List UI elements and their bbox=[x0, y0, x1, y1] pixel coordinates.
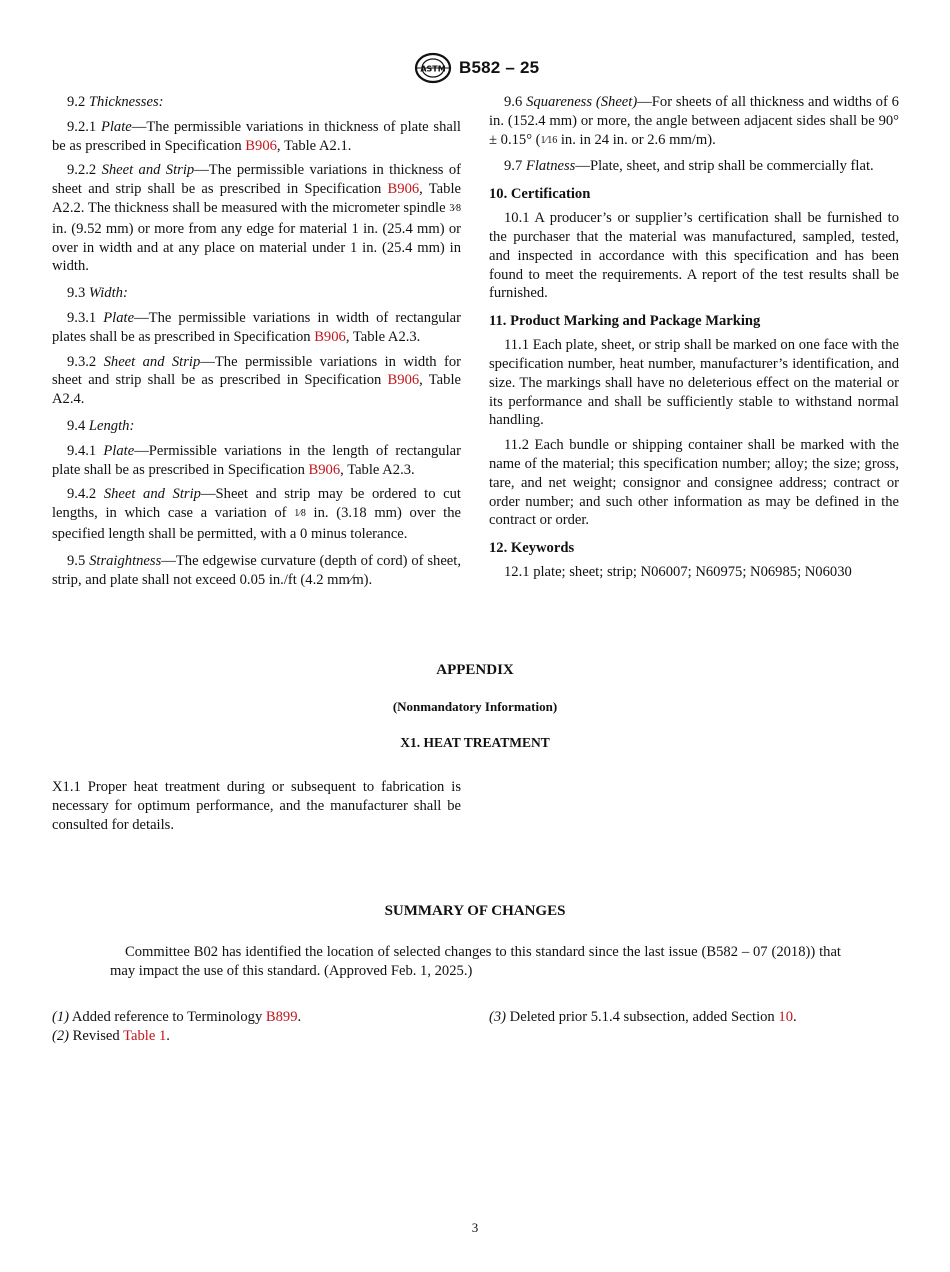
section-12-1: 12.1 plate; sheet; strip; N06007; N60975; N06985; N06030 bbox=[504, 564, 852, 581]
ref-link-b906[interactable]: B906 bbox=[387, 181, 420, 198]
change-item: (2) Revised Table 1. bbox=[52, 1028, 170, 1044]
left-column bbox=[52, 93, 461, 595]
page-number: 3 bbox=[471, 1220, 479, 1235]
section-9-4-1: 9.4.1 Plate—Permissible variations in the length of rectangular plate shall be as prescribed in Specification B906, Table A2.3. bbox=[52, 442, 461, 478]
section-9-3: 9.3 Width: bbox=[67, 285, 128, 302]
section-9-2: 9.2 Thicknesses: bbox=[67, 94, 164, 110]
right-column bbox=[489, 93, 899, 588]
ref-link-b906[interactable]: B906 bbox=[308, 461, 341, 478]
heading-certification: 10. Certification bbox=[489, 186, 591, 203]
heading-keywords: 12. Keywords bbox=[489, 540, 575, 557]
section-9-2-2: 9.2.2 Sheet and Strip—The permissible variations in thickness of sheet and strip shall be as prescribed in Specification B906, Table A2.2. The thickness shall be measured with the micrometer spindle 3⁄8 in. (9.52 mm) or more from any edge for material 1 in. (25.4 mm) or over in width and at any place on material under 1 in. (25.4 mm) in width. bbox=[52, 162, 461, 275]
section-9-3-2: 9.3.2 Sheet and Strip—The permissible variations in width for sheet and strip shall be as prescribed in Specification B906, Table A2.4. bbox=[52, 353, 461, 408]
change-item: (3) Deleted prior 5.1.4 subsection, added Section 10. bbox=[489, 1009, 797, 1025]
change-item: (1) Added reference to Terminology B899. bbox=[52, 1009, 302, 1025]
heading-product-marking: 11. Product Marking and Package Marking bbox=[489, 313, 761, 330]
svg-text:ASTM: ASTM bbox=[420, 64, 446, 74]
section-9-2-1: 9.2.1 Plate—The permissible variations in thickness of plate shall be as prescribed in Specification B906, Table A2.1. bbox=[52, 118, 461, 154]
summary-title: SUMMARY OF CHANGES bbox=[384, 903, 566, 919]
section-10-1: 10.1 A producer’s or supplier’s certification shall be furnished to the purchaser that the material was manufactured, sampled, tested, and inspected in accordance with this specification and has been found to meet the requirements. A report of the test results shall be furnished. bbox=[489, 210, 899, 302]
changes-list-left bbox=[52, 1008, 472, 1046]
section-9-3-1: 9.3.1 Plate—The permissible variations in width of rectangular plates shall be as prescribed in Specification B906, Table A2.3. bbox=[52, 309, 461, 345]
section-9-4-2: 9.4.2 Sheet and Strip—Sheet and strip may be ordered to cut lengths, in which case a variation of 1⁄8 in. (3.18 mm) over the specified length shall be permitted, with a 0 minus tolerance. bbox=[52, 486, 461, 542]
ref-link-table-1[interactable]: Table 1 bbox=[123, 1028, 167, 1044]
appendix-section-heading: X1. HEAT TREATMENT bbox=[400, 735, 550, 750]
astm-logo-icon bbox=[413, 52, 453, 84]
ref-link-b906[interactable]: B906 bbox=[245, 137, 277, 154]
section-9-4: 9.4 Length: bbox=[67, 417, 135, 434]
section-11-2: 11.2 Each bundle or shipping container shall be marked with the name of the material; this specification number; alloy; the size; gross, tare, and net weight; consignor and consignee address; contract or order number; and such other information as may be defined in the contract or order. bbox=[489, 437, 899, 529]
page-header bbox=[0, 52, 950, 84]
section-9-6: 9.6 Squareness (Sheet)—For sheets of all thickness and widths of 6 in. (152.4 mm) or more, the angle between adjacent sides shall be 90° ± 0.15° (1⁄16 in. in 24 in. or 2.6 mm/m). bbox=[489, 94, 899, 148]
appendix-subtitle: (Nonmandatory Information) bbox=[392, 699, 558, 714]
ref-link-b906[interactable]: B906 bbox=[387, 372, 420, 389]
appendix-title: APPENDIX bbox=[436, 662, 514, 678]
summary-body: Committee B02 has identified the location of selected changes to this standard since the last issue (B582 – 07 (2018)) that may impact the use of this standard. (Approved Feb. 1, 2025.) bbox=[110, 944, 841, 979]
section-9-7: 9.7 Flatness—Plate, sheet, and strip shall be commercially flat. bbox=[504, 158, 874, 175]
document-designation: B582 – 25 bbox=[459, 58, 540, 77]
ref-link-section-10[interactable]: 10 bbox=[778, 1009, 793, 1025]
appendix-x1-1: X1.1 Proper heat treatment during or subsequent to fabrication is necessary for optimum performance, and the manufacturer shall be consulted for details. bbox=[52, 779, 461, 833]
section-11-1: 11.1 Each plate, sheet, or strip shall be marked on one face with the specification number, heat number, manufacturer’s identification, and size. The markings shall have no deleterious effect on the material or its performance and shall be sufficiently stable to withstand normal handling. bbox=[489, 337, 899, 429]
section-9-5: 9.5 Straightness—The edgewise curvature (depth of cord) of sheet, strip, and plate shall not exceed 0.05 in./ft (4.2 mm⁄m). bbox=[52, 552, 461, 588]
ref-link-b906[interactable]: B906 bbox=[314, 328, 346, 345]
ref-link-b899[interactable]: B899 bbox=[265, 1009, 298, 1025]
changes-list-right bbox=[489, 1008, 909, 1027]
